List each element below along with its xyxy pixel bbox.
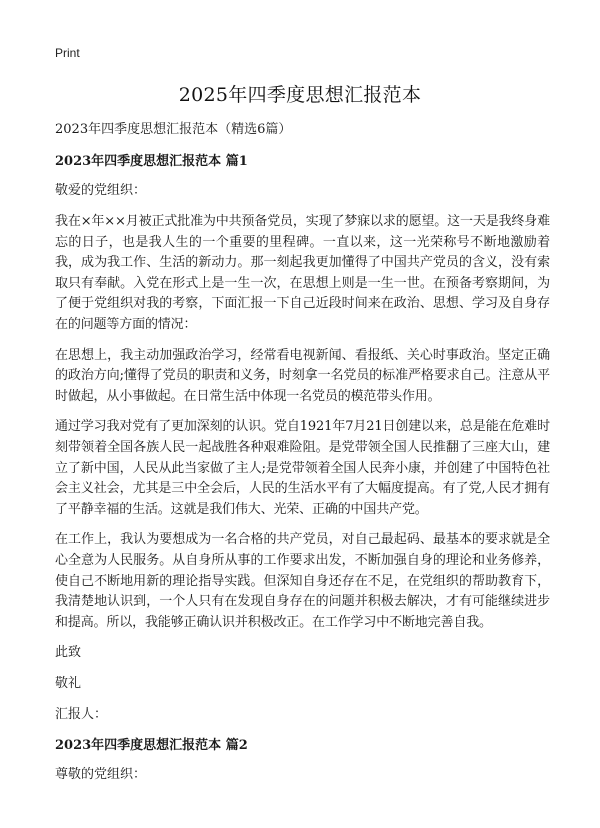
closing-regards: 敬礼 [55,676,82,692]
paragraph-3: 通过学习我对党有了更加深刻的认识。党自1921年7月21日创建以来，总是能在危难时刻带领着全国各族人民一起战胜各种艰难险阻。是党带领全国人民推翻了三座大山，建立了新中国，人民从此当家做了主人;是党带领着全国人民奔小康，并创建了中国特色社会主义社会，尤其是三中全会后，人民的生活水平有了大幅度提高。有了党,人民才拥有了平静幸福的生活。这就是我们伟大、光荣、正确的中国共产党。 [55,419,550,517]
paragraph-1: 我在×年××月被正式批准为中共预备党员，实现了梦寐以求的愿望。这一天是我终身难忘的日子，也是我人生的一个重要的里程碑。一直以来，这一光荣称号不断地激励着我，成为我工作、生活的新动力。那一刻起我更加懂得了中国共产党员的含义，没有索取只有奉献。入党在形式上是一生一次，在思想上则是一生一世。在预备考察期间，为了便于党组织对我的考察，下面汇报一下自己近段时间来在政治、思想、学习及自身存在的问题等方面的情况： [55,214,550,332]
closing-salutation: 此致 [55,645,82,661]
signature-line: 汇报人： [55,707,108,723]
section-heading-1: 2023年四季度思想汇报范本 篇1 [55,154,248,169]
paragraph-4: 在工作上，我认为要想成为一名合格的共产党员，对自己最起码、最基本的要求就是全心全意为人民服务。从自身所从事的工作要求出发，不断加强自身的理论和业务修养，使自己不断地用新的理论指导实践。但深知自身还存在不足，在党组织的帮助教育下，我清楚地认识到，一个人只有在发现自身存在的问题并积极去解决，才有可能继续进步和提高。所以，我能够正确认识并积极改正。在工作学习中不断地完善自我。 [55,532,550,630]
print-link[interactable]: Print [55,46,80,60]
document-subtitle: 2023年四季度思想汇报范本（精选6篇） [55,122,292,137]
greeting-2: 尊敬的党组织： [55,767,147,783]
paragraph-2: 在思想上，我主动加强政治学习，经常看电视新闻、看报纸、关心时事政治。坚定正确的政治方向;懂得了党员的职责和义务，时刻拿一名党员的标准严格要求自己。注意从平时做起，从小事做起。在日常生活中体现一名党员的模范带头作用。 [55,347,550,404]
document-body [55,120,550,796]
section-heading-2: 2023年四季度思想汇报范本 篇2 [55,738,248,754]
greeting-1: 敬爱的党组织： [55,183,147,198]
page-title: 2025年四季度思想汇报范本 [178,84,422,106]
